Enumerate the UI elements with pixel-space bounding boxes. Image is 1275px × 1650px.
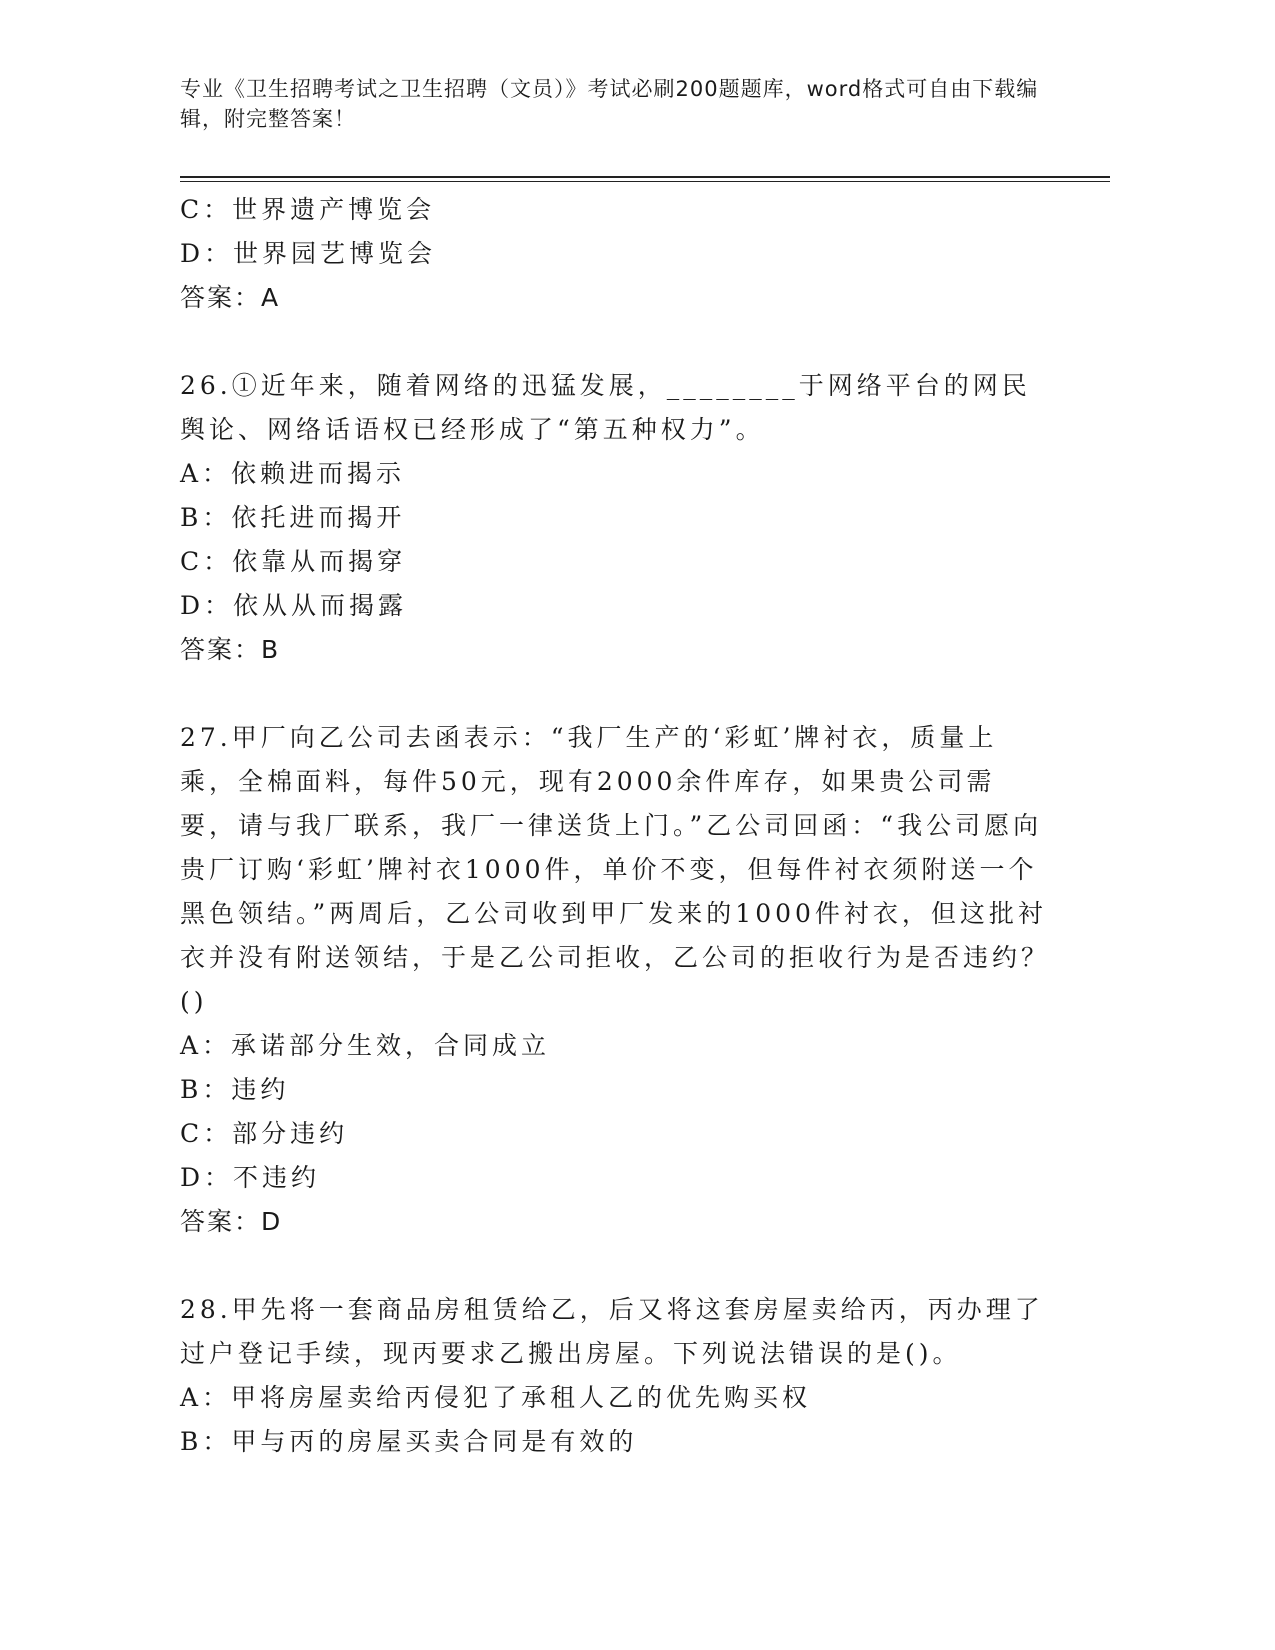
option-a: A：承诺部分生效，合同成立: [180, 1031, 551, 1060]
answer: 答案：D: [180, 1207, 283, 1236]
option-b: B：甲与丙的房屋买卖合同是有效的: [180, 1427, 638, 1456]
option-c: C：世界遗产博览会: [180, 195, 436, 224]
question-27-stem: 27.甲厂向乙公司去函表示：“我厂生产的‘彩虹’牌衬衣，质量上乘，全棉面料，每件50元，现有2000余件库存，如果贵公司需要，请与我厂联系，我厂一律送货上门。”乙公司回函：“我公司愿向贵厂订购‘彩虹’牌衬衣1000件，单价不变，但每件衬衣须附送一个黑色领结。”两周后，乙公司收到甲厂发来的1000件衬衣，但这批衬衣并没有附送领结，于是乙公司拒收，乙公司的拒收行为是否违约？(): [180, 723, 1051, 1016]
question-28-stem: 28.甲先将一套商品房租赁给乙，后又将这套房屋卖给丙，丙办理了过户登记手续，现丙要求乙搬出房屋。下列说法错误的是()。: [180, 1295, 1044, 1368]
option-d: D：不违约: [180, 1163, 321, 1192]
option-a: A：依赖进而揭示: [180, 459, 406, 488]
option-d: D：世界园艺博览会: [180, 239, 437, 268]
answer: 答案：B: [180, 635, 281, 664]
header-rule-thick: [180, 176, 1110, 178]
answer: 答案：A: [180, 283, 281, 312]
header-rule-thin: [180, 181, 1110, 182]
option-c: C：依靠从而揭穿: [180, 547, 407, 576]
spacer: [180, 320, 1050, 364]
option-a: A：甲将房屋卖给丙侵犯了承租人乙的优先购买权: [180, 1383, 812, 1412]
option-d: D：依从从而揭露: [180, 591, 408, 620]
question-content: [180, 188, 1050, 1464]
spacer: [180, 672, 1050, 716]
document-header: 专业《卫生招聘考试之卫生招聘（文员）》考试必刷200题题库，word格式可自由下载编辑，附完整答案！: [180, 77, 1039, 131]
option-b: B：依托进而揭开: [180, 503, 406, 532]
spacer: [180, 1244, 1050, 1288]
question-26-stem: 26.①近年来，随着网络的迅猛发展，________于网络平台的网民舆论、网络话语权已经形成了“第五种权力”。: [180, 371, 1031, 444]
option-c: C：部分违约: [180, 1119, 349, 1148]
option-b: B：违约: [180, 1075, 290, 1104]
